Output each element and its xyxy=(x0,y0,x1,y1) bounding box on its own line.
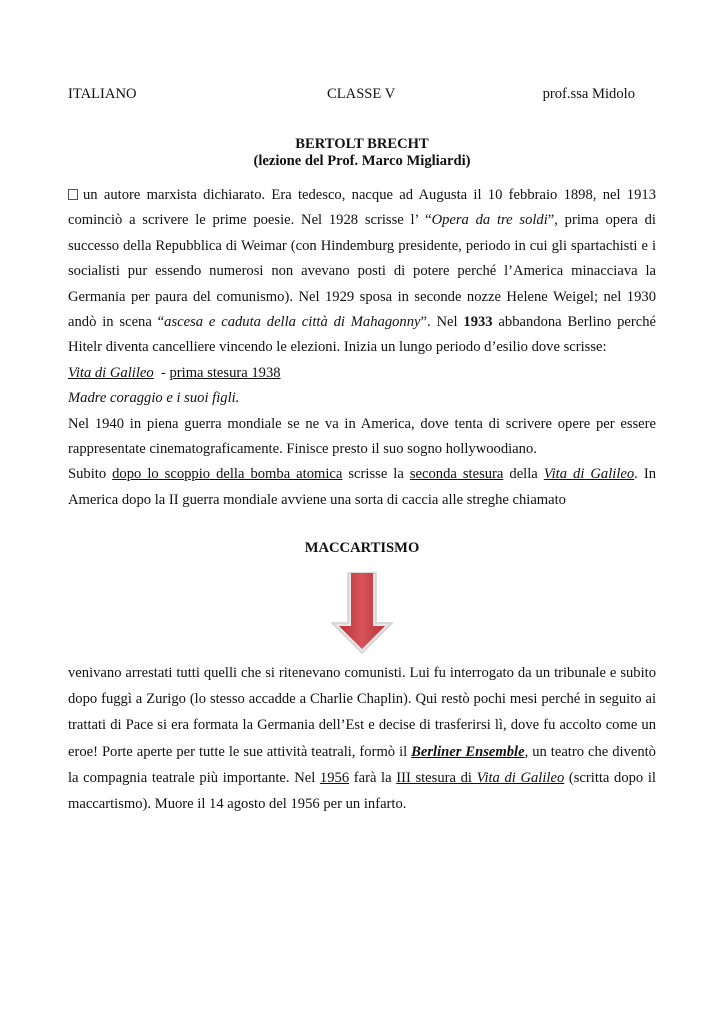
down-arrow-icon xyxy=(330,571,394,655)
paragraph-bomba: Subito dopo lo scoppio della bomba atomica scrisse la seconda stesura della Vita di Galileo. In America dopo la II guerra mondiale avviene una sorta di caccia alle streghe chiamato xyxy=(68,466,656,508)
title-main: BERTOLT BRECHT xyxy=(295,136,429,152)
body-section-1 xyxy=(68,183,656,513)
paragraph-1940: Nel 1940 in piena guerra mondiale se ne va in America, dove tenta di scrivere opere per essere rappresentate cinematograficamente. Finisce presto il suo sogno hollywoodiano. xyxy=(68,415,656,458)
year-1933: 1933 xyxy=(463,314,493,331)
document-title xyxy=(68,136,656,170)
berliner-ensemble: Berliner Ensemble xyxy=(411,743,525,760)
missing-glyph-icon xyxy=(68,189,78,200)
year-1956: 1956 xyxy=(319,769,350,786)
body-section-2 xyxy=(68,660,656,817)
header-teacher: prof.ssa Midolo xyxy=(542,86,635,102)
title-sub: (lezione del Prof. Marco Migliardi) xyxy=(253,153,471,169)
terza-stesura: III stesura di Vita di Galileo xyxy=(396,769,565,786)
opera-title: Opera da tre soldi xyxy=(431,212,548,229)
paragraph-biography: un autore marxista dichiarato. Era tedesco, nacque ad Augusta il 10 febbraio 1898, nel 1913 cominciò a scrivere le prime poesie. Nel 1928 scrisse l’ “Opera da tre soldi”, prima opera di successo della Repubblica di Weimar (con Hindemburg presidente, periodo in cui gli spartachisti e i socialisti pur essendo numerosi non avevano posti di potere perché l’America minacciava la Germania per paura del comunismo). Nel 1929 sposa in seconde nozze Helene Weigel; nel 1930 andò in scena “ascesa e caduta della città di Mahagonny”. Nel 1933 abbandona Berlino perché Hitelr diventa cancelliere vincendo le elezioni. Inizia un lungo periodo d’esilio dove scrisse: xyxy=(68,187,656,356)
maccartismo-heading: MACCARTISMO xyxy=(304,540,420,556)
seconda-stesura: seconda stesura xyxy=(409,466,504,483)
prima-stesura: prima stesura 1938 xyxy=(169,364,281,381)
header-class: CLASSE V xyxy=(327,86,396,102)
galileo-title-2: Vita di Galileo xyxy=(543,466,635,483)
galileo-title: Vita di Galileo xyxy=(68,364,154,381)
line-galileo: Vita di Galileo - prima stesura 1938 xyxy=(68,364,281,381)
paragraph-final: venivano arrestati tutti quelli che si ritenevano comunisti. Lui fu interrogato da un tribunale e subito dopo fuggì a Zurigo (lo stesso accadde a Charlie Chaplin). Qui restò pochi mesi perché in seguito ai trattati di Pace si era formata la Germania dell’Est e decise di trasferirsi lì, dove fu accolto come un eroe! Porte aperte per tutte le sue attività teatrali, formò il Berliner Ensemble, un teatro che diventò la compagnia teatrale più importante. Nel 1956 farà la III stesura di Vita di Galileo (scritta dopo il maccartismo). Muore il 14 agosto del 1956 per un infarto. xyxy=(68,665,656,813)
header xyxy=(68,86,656,106)
bomba-atomica-text: dopo lo scoppio della bomba atomica xyxy=(112,466,343,483)
header-subject: ITALIANO xyxy=(68,86,137,102)
line-madre-coraggio: Madre coraggio e i suoi figli. xyxy=(68,390,240,407)
mahagonny-title: ascesa e caduta della città di Mahagonny xyxy=(164,314,421,331)
